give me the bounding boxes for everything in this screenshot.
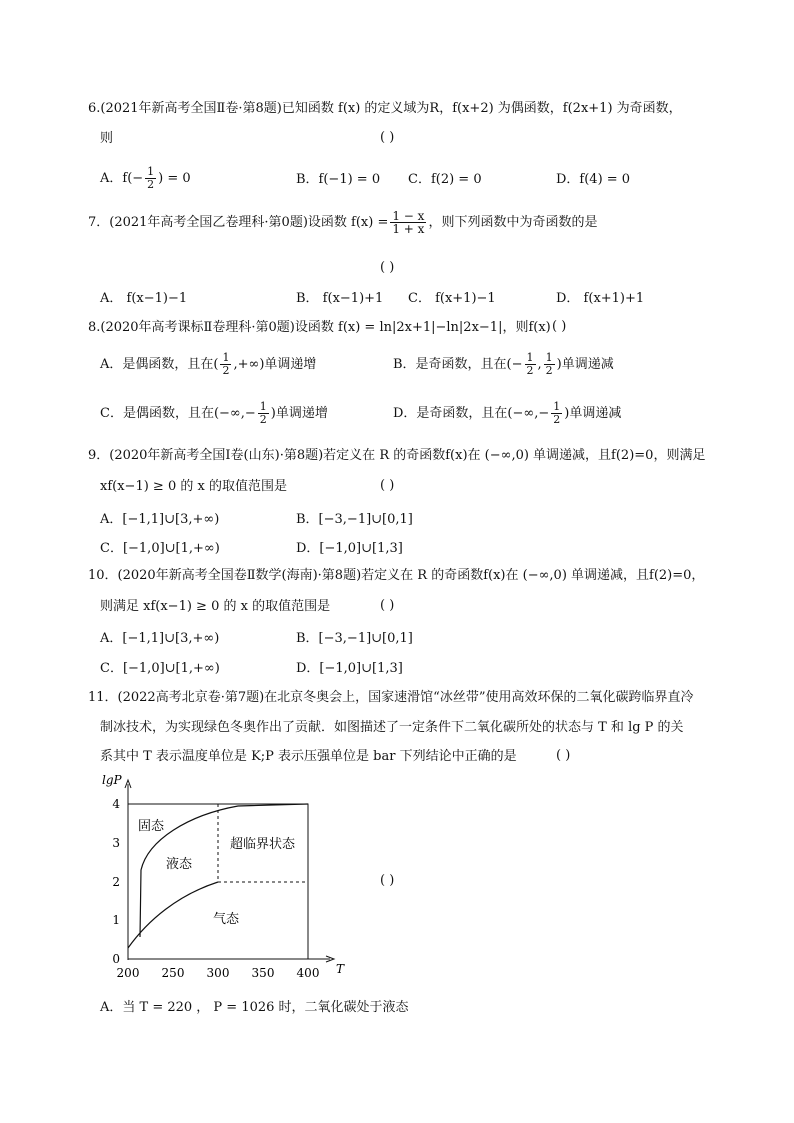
q11-answer-paren-2: ( ) [380,873,395,888]
x-tick-350: 350 [251,966,275,980]
x-tick-300: 300 [206,966,230,980]
q10-stem-line2: 则满足 xf(x−1) ≥ 0 的 x 的取值范围是 [100,599,331,614]
q8-option-b: B．是奇函数，且在(− $\frac{1}{2}$ , $\frac{1}{2}$ )单调递减 [393,351,614,377]
q11-answer-paren: ( ) [556,748,571,763]
region-supercritical-label: 超临界状态 [230,837,296,852]
q6-option-c: C．f(2) = 0 [408,172,482,187]
q9-option-d: D．[−1,0]∪[1,3] [296,541,403,556]
x-ticks [117,966,320,980]
q6-option-d: D．f(4) = 0 [556,172,631,187]
y-tick-4: 4 [112,797,120,811]
q8-stem: 8.(2020年高考课标Ⅱ卷理科·第0题)设函数 f(x) = ln|2x+1|−ln|2x−1|，则f(x) [88,320,551,335]
q7-option-b: B． f(x−1)+1 [296,291,384,306]
q10-option-a: A．[−1,1]∪[3,+∞) [100,631,220,646]
q9-stem-line1: 9．(2020年新高考全国Ⅰ卷(山东)·第8题)若定义在 R 的奇函数f(x)在 (−∞,0) 单调递减，且f(2)=0，则满足 [88,448,706,463]
q9-option-b: B．[−3,−1]∪[0,1] [296,512,413,527]
q11-stem-line1: 11．(2022高考北京卷·第7题)在北京冬奥会上，国家速滑馆“冰丝带”使用高效环保的二氧化碳跨临界直冷 [88,690,694,705]
q7-option-a: A． f(x−1)−1 [100,291,188,306]
q7-option-d: D． f(x+1)+1 [556,291,645,306]
q8-answer-paren: ( ) [552,319,567,334]
co2-phase-diagram [98,770,358,985]
q9-answer-paren: ( ) [380,478,395,493]
q6-stem-line2: 则 [100,131,114,146]
region-solid-label: 固态 [138,819,165,834]
q10-stem-line1: 10．(2020年新高考全国卷Ⅱ数学(海南)·第8题)若定义在 R 的奇函数f(x)在 (−∞,0) 单调递减，且f(2)=0， [88,568,705,583]
q8-option-d: D．是奇函数，且在(−∞,− $\frac{1}{2}$ )单调递减 [393,400,622,426]
q8-option-a: A．是偶函数，且在( $\frac{1}{2}$ ,+∞)单调递增 [100,351,317,377]
q6-stem-line1: 6.(2021年新高考全国Ⅱ卷·第8题)已知函数 f(x) 的定义域为R，f(x+2) 为偶函数，f(2x+1) 为奇函数， [88,101,682,116]
q11-stem-line3: 系其中 T 表示温度单位是 K;P 表示压强单位是 bar 下列结论中正确的是 [100,749,517,764]
q9-option-c: C．[−1,0]∪[1,+∞) [100,541,220,556]
x-tick-250: 250 [161,966,185,980]
q9-option-a: A．[−1,1]∪[3,+∞) [100,512,220,527]
q6-answer-paren: ( ) [380,130,395,145]
q10-answer-paren: ( ) [380,598,395,613]
q9-stem-line2: xf(x−1) ≥ 0 的 x 的取值范围是 [100,479,287,494]
y-tick-0: 0 [112,952,120,966]
q10-option-d: D．[−1,0]∪[1,3] [296,661,403,676]
q7-stem: 7．(2021年高考全国乙卷理科·第0题)设函数 f(x) = $\frac{1 - x}{1 + x}$ ，则下列函数中为奇函数的是 [88,209,598,236]
y-tick-1: 1 [112,913,120,927]
q7-option-c: C． f(x+1)−1 [408,291,496,306]
x-tick-400: 400 [296,966,320,980]
q11-stem-line2: 制冰技术，为实现绿色冬奥作出了贡献．如图描述了一定条件下二氧化碳所处的状态与 T 和 lg P 的关 [100,720,684,735]
q8-option-c: C．是偶函数，且在(−∞,− $\frac{1}{2}$ )单调递增 [100,400,328,426]
x-axis-label: T [336,962,345,976]
region-gas-label: 气态 [213,912,240,927]
q6-option-a: A．f(− $\frac{1}{2}$ ) = 0 [100,165,191,191]
region-liquid-label: 液态 [166,857,193,872]
q11-option-a: A．当 T = 220 ， P = 1026 时，二氧化碳处于液态 [100,1000,409,1015]
x-tick-200: 200 [116,966,140,980]
y-ticks [112,797,120,966]
y-axis-label: lgP [102,773,122,787]
q10-option-c: C．[−1,0]∪[1,+∞) [100,661,220,676]
q7-answer-paren: ( ) [380,260,395,275]
q10-option-b: B．[−3,−1]∪[0,1] [296,631,413,646]
y-tick-2: 2 [112,875,120,889]
vaporization-curve [128,882,218,948]
y-tick-3: 3 [112,836,120,850]
q6-option-b: B．f(−1) = 0 [296,172,381,187]
